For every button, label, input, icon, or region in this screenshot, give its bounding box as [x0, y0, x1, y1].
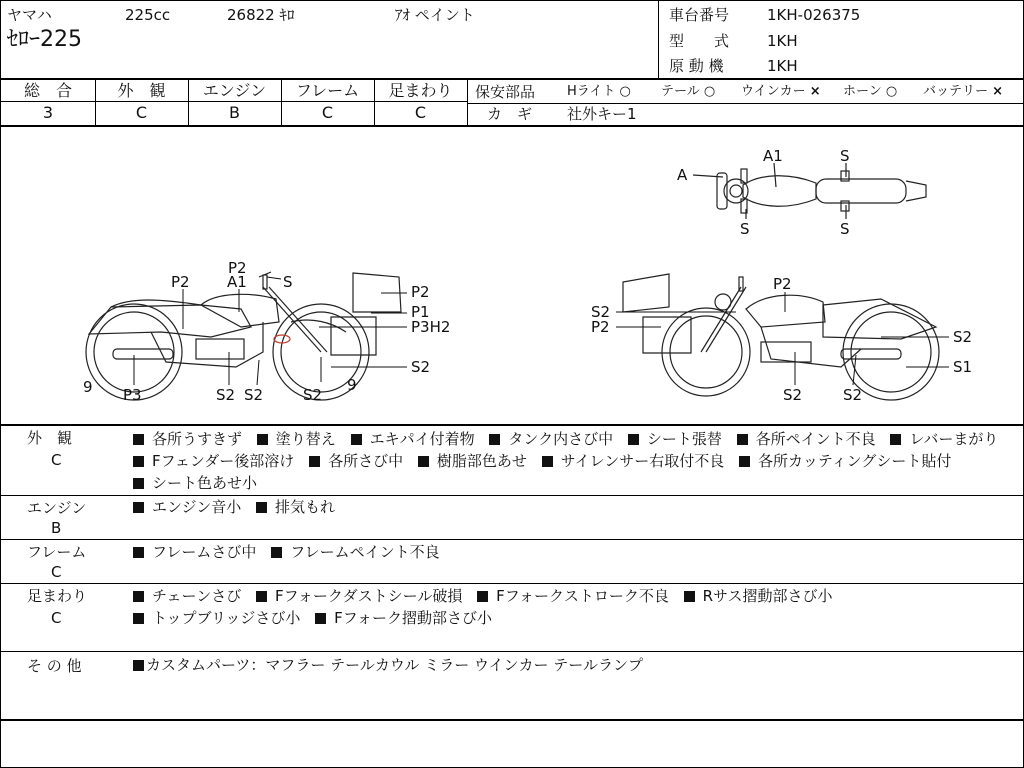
right-label: P2: [773, 275, 792, 293]
remark-grade-exterior: C: [51, 451, 62, 469]
remark-item: 排気もれ: [256, 498, 335, 516]
body-color: ｱｵ ペイント: [395, 6, 475, 24]
remark-list-exterior: [133, 428, 1018, 494]
remark-item: サイレンサー右取付不良: [542, 452, 725, 470]
right-label: P2: [591, 318, 610, 336]
remarks-divider: [1, 651, 1023, 652]
model-name: ｾﾛｰ225: [7, 27, 82, 52]
grade-col-divider: [467, 79, 468, 126]
left-label: P3: [123, 386, 142, 404]
grade-frame-value: C: [321, 103, 334, 122]
top-label: S: [840, 220, 850, 238]
left-label: P3H2: [411, 318, 451, 336]
left-label: S2: [216, 386, 236, 404]
key-value: 社外キー1: [567, 105, 637, 123]
remark-item: Fフォーク摺動部さび小: [315, 609, 492, 627]
safety-taillight: テール ○: [661, 84, 716, 99]
safety-horn: ホーン ○: [843, 84, 898, 99]
remark-list-other: [133, 654, 1018, 676]
remark-item: エンジン音小: [133, 498, 241, 516]
damage-diagram: [1, 127, 1023, 423]
safety-headlight: Hライト ○: [567, 84, 631, 99]
remark-list-frame: [133, 541, 1018, 563]
grade-engine-value: B: [229, 103, 240, 122]
remark-item: Fフォークダストシール破損: [256, 587, 462, 605]
left-label: A1: [227, 273, 247, 291]
remark-item: シート色あせ小: [133, 474, 257, 492]
engine-model-value: 1KH: [767, 57, 798, 75]
remark-item: トップブリッジさび小: [133, 609, 300, 627]
mileage: 26822 ｷﾛ: [227, 6, 295, 24]
grade-overall-value: 3: [42, 103, 54, 122]
remark-grade-suspension: C: [51, 609, 62, 627]
remark-item: エキパイ付着物: [351, 430, 475, 448]
grade-suspension-label: 足まわり: [388, 81, 453, 100]
remark-grade-frame: C: [51, 563, 62, 581]
remark-item: Rサス摺動部さび小: [684, 587, 833, 605]
remark-item: フレームペイント不良: [271, 543, 439, 561]
left-label: 9: [347, 376, 357, 394]
remark-category-suspension: 足まわり: [27, 587, 88, 605]
right-label: S2: [591, 303, 611, 321]
remark-item: 各所うすきず: [133, 430, 242, 448]
remark-item: 樹脂部色あせ: [418, 452, 527, 470]
grade-exterior-value: C: [135, 103, 148, 122]
right-label: S1: [953, 358, 973, 376]
left-label: P1: [411, 303, 430, 321]
maker-name: ヤマハ: [7, 6, 52, 24]
type-value: 1KH: [767, 32, 798, 50]
remark-item: シート張替: [628, 430, 722, 448]
left-label: 9: [83, 378, 93, 396]
remark-list-engine: [133, 496, 1018, 518]
bike-top-view: [693, 163, 926, 219]
remarks-divider: [1, 583, 1023, 584]
grade-table-mid-rule: [1, 101, 467, 102]
grade-overall-label: 総 合: [23, 81, 72, 100]
grade-engine-label: エンジン: [202, 81, 267, 100]
remark-category-frame: フレーム: [27, 543, 87, 561]
remark-category-engine: エンジン: [27, 499, 87, 517]
top-label: S: [740, 220, 750, 238]
frame-number-label: 車台番号: [669, 6, 730, 24]
type-label: 型 式: [669, 32, 730, 50]
grade-frame-label: フレーム: [295, 81, 360, 100]
remark-category-other: そ の 他: [27, 657, 82, 675]
remark-list-suspension: [133, 585, 1018, 629]
left-label: S2: [244, 386, 264, 404]
engine-model-label: 原 動 機: [669, 57, 724, 75]
remark-item: 各所さび中: [309, 452, 403, 470]
right-label: S2: [843, 386, 863, 404]
remark-item: チェーンさび: [133, 587, 241, 605]
safety-winker: ウインカー ×: [741, 84, 821, 99]
left-label: P2: [411, 283, 430, 301]
grade-exterior-label: 外 観: [117, 81, 166, 100]
left-label: S: [283, 273, 293, 291]
remark-item: レバーまがり: [890, 430, 998, 448]
left-label: S2: [411, 358, 431, 376]
remark-item: 各所カッティングシート貼付: [739, 452, 951, 470]
top-label: A: [677, 166, 688, 184]
safety-battery: バッテリー ×: [923, 84, 1004, 99]
top-label: A1: [763, 147, 783, 165]
remark-item: タンク内さび中: [489, 430, 613, 448]
remark-item: 各所ペイント不良: [737, 430, 876, 448]
frame-number-value: 1KH-026375: [767, 6, 861, 24]
remark-item: カスタムパーツ：マフラー テールカウル ミラー ウインカー テールランプ: [133, 656, 643, 674]
left-label: P2: [228, 259, 247, 277]
remark-category-exterior: 外 観: [27, 429, 73, 447]
remark-item: Fフォークストローク不良: [477, 587, 669, 605]
remark-item: フレームさび中: [133, 543, 256, 561]
safety-mid-rule: [467, 103, 1023, 104]
remarks-bottom-rule: [1, 719, 1023, 721]
remark-item: 塗り替え: [257, 430, 336, 448]
key-label: カ ギ: [487, 105, 533, 123]
safety-parts-label: 保安部品: [475, 83, 536, 101]
top-label: S: [840, 147, 850, 165]
diagram-bottom-rule: [1, 424, 1023, 426]
right-label: S2: [783, 386, 803, 404]
header-bottom-rule: [1, 78, 1023, 80]
remark-grade-engine: B: [51, 519, 62, 537]
right-label: S2: [953, 328, 973, 346]
grade-suspension-value: C: [414, 103, 427, 122]
header-divider: [658, 1, 659, 79]
left-label: P2: [171, 273, 190, 291]
remark-item: Fフェンダー後部溶け: [133, 452, 294, 470]
remarks-divider: [1, 539, 1023, 540]
displacement: 225cc: [125, 6, 171, 24]
left-label: S2: [303, 386, 323, 404]
